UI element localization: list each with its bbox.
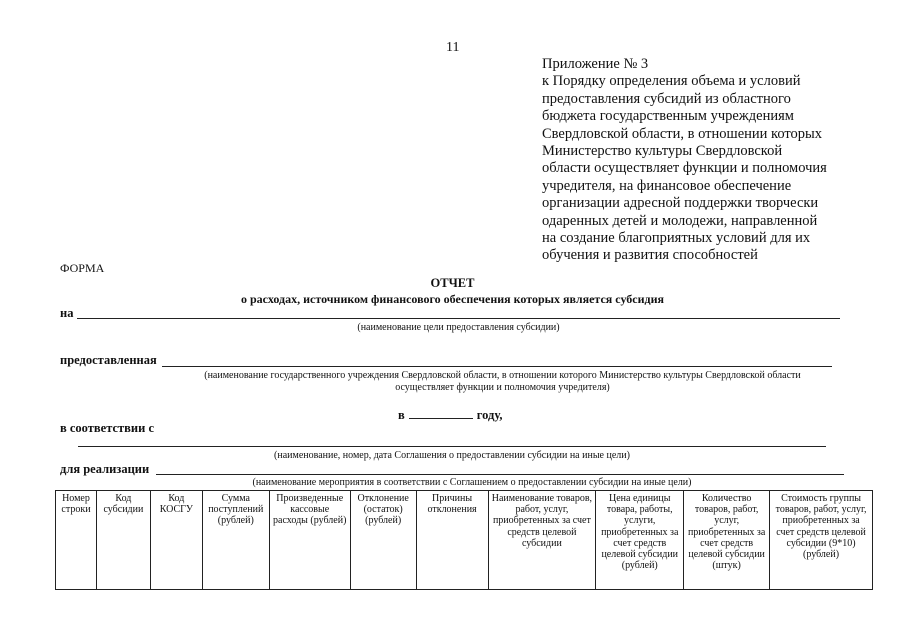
appendix-block — [542, 56, 862, 265]
accordance-label: в соответствии с — [60, 421, 155, 435]
header-cell: Причины отклонения — [416, 491, 488, 590]
appendix-line: организации адресной поддержки творчески — [542, 195, 819, 212]
report-title: ОТЧЕТ — [430, 276, 475, 290]
form-label: ФОРМА — [60, 261, 105, 275]
header-cell: Цена единицы товара, работы, услуги, приобретенных за счет средств целевой субсидии (рублей) — [596, 491, 684, 590]
na-label: на — [60, 306, 74, 320]
appendix-line: обучения и развития способностей — [542, 247, 758, 264]
header-cell: Отклонение (остаток) (рублей) — [350, 491, 416, 590]
provided-field[interactable] — [162, 366, 832, 367]
na-caption: (наименование цели предоставления субсидии) — [357, 322, 560, 333]
appendix-line: предоставления субсидий из областного — [542, 90, 791, 107]
header-cell: Код субсидии — [96, 491, 150, 590]
header-cell: Код КОСГУ — [150, 491, 202, 590]
implementation-field[interactable] — [156, 474, 844, 475]
appendix-line: на создание благоприятных условий для их — [542, 230, 811, 247]
accordance-field[interactable] — [78, 446, 826, 447]
report-subtitle: о расходах, источником финансового обеспечения которых является субсидия — [240, 292, 665, 306]
header-cell: Наименование товаров, работ, услуг, приобретенных за счет средств целевой субсидии — [488, 491, 596, 590]
accordance-caption: (наименование, номер, дата Соглашения о предоставлении субсидии на иные цели) — [274, 450, 630, 461]
year-prefix: в — [398, 408, 405, 422]
header-cell: Сумма поступлений (рублей) — [202, 491, 269, 590]
header-cell: Стоимость группы товаров, работ, услуг, приобретенных за счет средств целевой субсидии (9*10) (рублей) — [770, 491, 873, 590]
header-cell: Количество товаров, работ, услуг, приобретенных за счет средств целевой субсидии (штук) — [684, 491, 770, 590]
header-cell: Произведенные кассовые расходы (рублей) — [269, 491, 350, 590]
appendix-line: области осуществляет функции и полномочия — [542, 160, 827, 177]
appendix-line: учредителя, на финансовое обеспечение — [542, 177, 792, 194]
year-line — [398, 408, 502, 423]
page-number: 11 — [446, 40, 460, 55]
implementation-label: для реализации — [60, 462, 150, 476]
table-header-row — [56, 491, 873, 590]
appendix-line: Свердловской области, в отношении которых — [542, 125, 823, 142]
appendix-line: бюджета государственным учреждениям — [542, 108, 794, 125]
appendix-title: Приложение № 3 — [542, 56, 649, 72]
year-field[interactable] — [409, 408, 473, 419]
report-table — [55, 490, 873, 590]
appendix-line: одаренных детей и молодежи, направленной — [542, 212, 818, 229]
appendix-line: к Порядку определения объема и условий — [542, 73, 801, 90]
provided-label: предоставленная — [60, 353, 157, 367]
implementation-caption: (наименование мероприятия в соответствии с Соглашением о предоставлении субсидии на иные цели) — [252, 477, 692, 488]
na-field[interactable] — [77, 318, 840, 319]
header-cell: Номер строки — [56, 491, 97, 590]
year-suffix: году, — [476, 408, 503, 422]
appendix-line: Министерство культуры Свердловской — [542, 143, 783, 160]
provided-caption: (наименование государственного учреждения Свердловской области, в отношении которого Министерство культуры Свердловской области осуществляет функции и полномочия учредителя) — [204, 370, 801, 393]
